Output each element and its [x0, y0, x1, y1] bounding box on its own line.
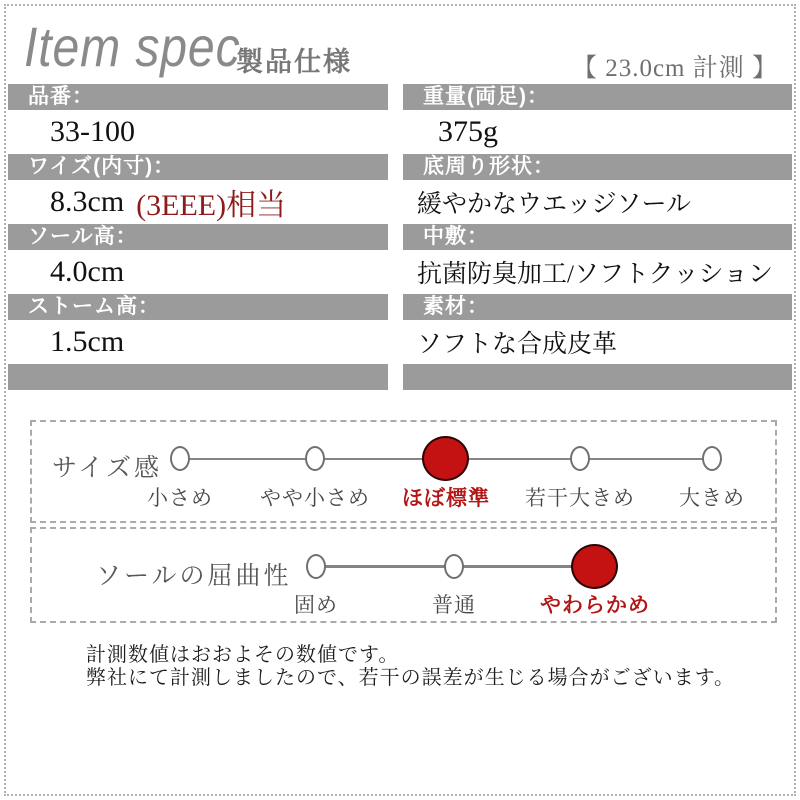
spec-label-material: 素材：: [403, 294, 792, 320]
spec-label-weight: 重量(両足)：: [403, 84, 792, 110]
scale-dot-normal: [444, 554, 464, 579]
sole-flexibility-scale-box: [30, 527, 777, 623]
spec-value-text: 緩やかなウエッジソール: [417, 191, 692, 218]
size-feel-scale-box: [30, 420, 777, 523]
scale-dot-selected-standard: [422, 436, 469, 481]
spec-label-outsole-shape: 底周り形状：: [403, 154, 792, 180]
spec-bar-filler: [8, 364, 388, 390]
spec-value-text: 33-100: [50, 115, 135, 148]
scale-option-label: 固め: [294, 594, 338, 617]
spec-value-sole-height: [8, 250, 388, 294]
scale-dot-large: [702, 446, 722, 471]
scale-option-label: 大きめ: [679, 487, 745, 510]
spec-value-note: (3EEE)相当: [136, 189, 287, 222]
spec-label-storm-height: ストーム高：: [8, 294, 388, 320]
measurement-size-note: 【 23.0cm 計測 】: [571, 55, 778, 82]
spec-label-sole-height: ソール高：: [8, 224, 388, 250]
logo-item-spec: Item spec: [24, 15, 241, 78]
scale-dot-small: [170, 446, 190, 471]
subtitle-seihin-shiyou: 製品仕様: [236, 47, 352, 77]
spec-value-outsole-shape: [403, 180, 792, 224]
spec-value-weight: [403, 110, 792, 154]
spec-value-hinban: [8, 110, 388, 154]
spec-value-text: ソフトな合成皮革: [417, 331, 618, 358]
scale-option-label: 普通: [432, 594, 476, 617]
size-feel-title: サイズ感: [52, 454, 163, 482]
spec-value-text: 抗菌防臭加工/ソフトクッション: [417, 261, 773, 288]
spec-label-width: ワイズ(内寸)：: [8, 154, 388, 180]
scale-dot-slightly-large: [570, 446, 590, 471]
scale-option-label-selected: ほぼ標準: [402, 487, 490, 510]
spec-column-right: [403, 84, 792, 390]
scale-dot-slightly-small: [305, 446, 325, 471]
spec-value-text: 4.0cm: [50, 255, 125, 288]
scale-option-label-selected: やわらかめ: [540, 594, 650, 617]
spec-value-material: [403, 320, 792, 364]
scale-dot-selected-soft: [571, 544, 618, 589]
sole-flexibility-title: ソールの屈曲性: [96, 562, 292, 590]
spec-value-insole: [403, 250, 792, 294]
scale-option-label: 若干大きめ: [525, 487, 635, 510]
scale-option-label: 小さめ: [147, 487, 213, 510]
spec-value-width: [8, 180, 388, 224]
spec-column-left: [8, 84, 388, 390]
spec-value-text: 1.5cm: [50, 325, 125, 358]
disclaimer-text: [86, 644, 735, 690]
spec-label-insole: 中敷：: [403, 224, 792, 250]
scale-dot-firm: [306, 554, 326, 579]
spec-label-hinban: 品番：: [8, 84, 388, 110]
spec-value-storm-height: [8, 320, 388, 364]
disclaimer-line-1: 計測数値はおおよその数値です。: [86, 644, 400, 666]
spec-bar-filler: [403, 364, 792, 390]
spec-value-text: 375g: [438, 115, 498, 148]
disclaimer-line-2: 弊社にて計測しましたので、若干の誤差が生じる場合がございます。: [86, 667, 735, 689]
spec-value-text: 8.3cm: [50, 185, 125, 218]
scale-option-label: やや小さめ: [260, 487, 370, 510]
